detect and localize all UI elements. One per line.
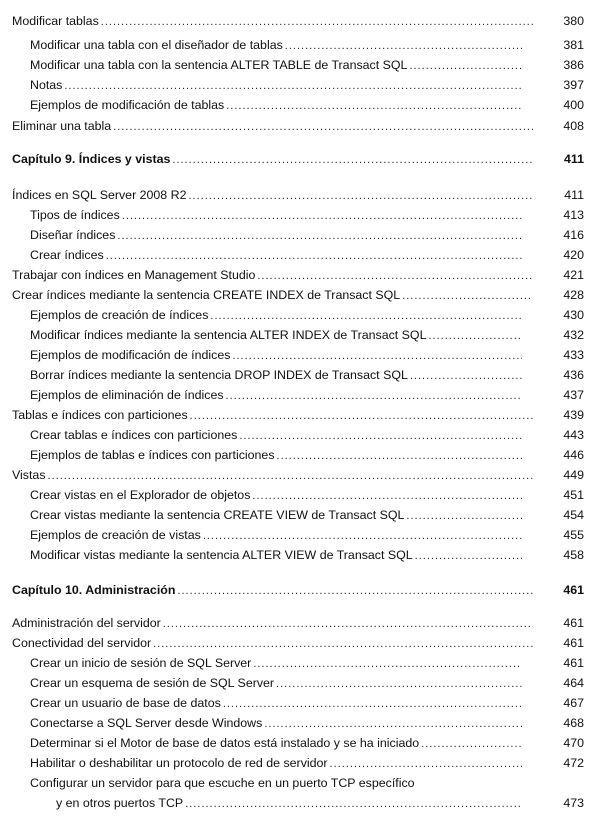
toc-row <box>0 56 600 74</box>
toc-title: Administración del servidor <box>12 616 161 630</box>
toc-title: Configurar un servidor para que escuche en un puerto TCP específico <box>30 776 415 790</box>
toc-title: Vistas <box>12 468 46 482</box>
toc-row <box>0 117 600 135</box>
toc-title: Índices en SQL Server 2008 R2 <box>12 188 187 202</box>
toc-title: Crear tablas e índices con particiones <box>30 428 238 442</box>
toc-page: 421 <box>563 268 584 282</box>
toc-row <box>0 226 600 244</box>
toc-page: 461 <box>563 656 584 670</box>
toc-title: Ejemplos de modificación de índices <box>30 348 231 362</box>
toc-page: 397 <box>563 78 584 92</box>
toc-row <box>0 774 600 792</box>
toc-row <box>0 36 600 54</box>
toc-row <box>0 634 600 652</box>
toc-title: Modificar vistas mediante la sentencia ALTER VIEW de Transact SQL <box>30 548 413 562</box>
toc-page: 461 <box>563 616 584 630</box>
toc-page: 455 <box>563 528 584 542</box>
toc-page: 413 <box>563 208 584 222</box>
toc-page: 451 <box>563 488 584 502</box>
toc-title: Habilitar o deshabilitar un protocolo de red de servidor <box>30 756 328 770</box>
toc-chapter-row <box>0 150 600 168</box>
toc-page: 454 <box>563 508 584 522</box>
toc-title: Tablas e índices con particiones <box>12 408 188 422</box>
toc-page: 467 <box>563 696 584 710</box>
toc-row <box>0 246 600 264</box>
toc-title: Crear un usuario de base de datos <box>30 696 221 710</box>
toc-row <box>0 694 600 712</box>
toc-title: Determinar si el Motor de base de datos está instalado y se ha iniciado <box>30 736 420 750</box>
toc-page: 430 <box>563 308 584 322</box>
toc-title: Modificar una tabla con la sentencia ALTER TABLE de Transact SQL <box>30 58 408 72</box>
toc-page: 408 <box>563 119 584 133</box>
toc-page: 439 <box>563 408 584 422</box>
toc-title: Modificar tablas <box>12 14 99 28</box>
toc-title: Ejemplos de modificación de tablas <box>30 98 225 112</box>
toc-title: y en otros puertos TCP <box>56 796 184 810</box>
toc-title: Ejemplos de creación de índices <box>30 308 209 322</box>
toc-row <box>0 366 600 384</box>
toc-title: Crear vistas mediante la sentencia CREATE VIEW de Transact SQL <box>30 508 405 522</box>
toc-row <box>0 12 600 30</box>
toc-row <box>0 286 600 304</box>
toc-page: 432 <box>563 328 584 342</box>
toc-page: 436 <box>563 368 584 382</box>
toc-row <box>0 446 600 464</box>
toc-page: 416 <box>563 228 584 242</box>
toc-row <box>0 674 600 692</box>
toc-row <box>0 654 600 672</box>
toc-page: 470 <box>563 736 584 750</box>
toc-row <box>0 76 600 94</box>
toc-title: Notas <box>30 78 63 92</box>
toc-title: Ejemplos de eliminación de índices <box>30 388 224 402</box>
toc-page: 443 <box>563 428 584 442</box>
toc-row <box>0 326 600 344</box>
toc-row <box>0 754 600 772</box>
toc-page: 458 <box>563 548 584 562</box>
toc-chapter-row <box>0 581 600 599</box>
toc-page: 461 <box>563 636 584 650</box>
toc-row <box>0 406 600 424</box>
toc-page: 400 <box>563 98 584 112</box>
toc-page: 411 <box>564 188 584 202</box>
toc-title: Crear índices mediante la sentencia CREATE INDEX de Transact SQL <box>12 288 401 302</box>
toc-row <box>0 206 600 224</box>
toc-page: 420 <box>563 248 584 262</box>
toc-row <box>0 546 600 564</box>
toc-row <box>0 346 600 364</box>
toc-title: Trabajar con índices en Management Studio <box>12 268 256 282</box>
toc-page: 464 <box>563 676 584 690</box>
toc-title: Diseñar índices <box>30 228 116 242</box>
chapter-page: 461 <box>563 583 584 597</box>
toc-page: 449 <box>563 468 584 482</box>
toc-row <box>0 734 600 752</box>
toc-row <box>0 386 600 404</box>
toc-title: Crear vistas en el Explorador de objetos <box>30 488 251 502</box>
toc-title: Ejemplos de tablas e índices con particiones <box>30 448 275 462</box>
toc-page: 437 <box>563 388 584 402</box>
toc-row <box>0 794 600 812</box>
chapter-page: 411 <box>564 152 584 166</box>
toc-row <box>0 714 600 732</box>
toc-page: 380 <box>563 14 584 28</box>
toc-title: Modificar índices mediante la sentencia ALTER INDEX de Transact SQL <box>30 328 427 342</box>
toc-row <box>0 614 600 632</box>
toc-page: 473 <box>563 796 584 810</box>
toc-row <box>0 466 600 484</box>
toc-title: Crear un esquema de sesión de SQL Server <box>30 676 275 690</box>
toc-page: 428 <box>563 288 584 302</box>
toc-title: Tipos de índices <box>30 208 120 222</box>
toc-title: Crear un inicio de sesión de SQL Server <box>30 656 252 670</box>
toc-row <box>0 186 600 204</box>
toc-title: Modificar una tabla con el diseñador de tablas <box>30 38 283 52</box>
toc-row <box>0 266 600 284</box>
toc-title: Conectarse a SQL Server desde Windows <box>30 716 263 730</box>
chapter-title: Capítulo 9. Índices y vistas <box>12 152 171 166</box>
toc-title: Crear índices <box>30 248 104 262</box>
toc-page: 468 <box>563 716 584 730</box>
toc-row <box>0 96 600 114</box>
toc-title: Ejemplos de creación de vistas <box>30 528 201 542</box>
toc-page: 446 <box>563 448 584 462</box>
toc-page: 381 <box>563 38 584 52</box>
toc-page: 433 <box>563 348 584 362</box>
toc-page: 472 <box>563 756 584 770</box>
toc-row <box>0 486 600 504</box>
toc-page: 386 <box>563 58 584 72</box>
toc-row <box>0 506 600 524</box>
toc-row <box>0 306 600 324</box>
toc-row <box>0 526 600 544</box>
toc-row <box>0 426 600 444</box>
toc-title: Eliminar una tabla <box>12 119 112 133</box>
chapter-title: Capítulo 10. Administración <box>12 583 176 597</box>
toc-title: Borrar índices mediante la sentencia DROP INDEX de Transact SQL <box>30 368 408 382</box>
toc-title: Conectividad del servidor <box>12 636 152 650</box>
